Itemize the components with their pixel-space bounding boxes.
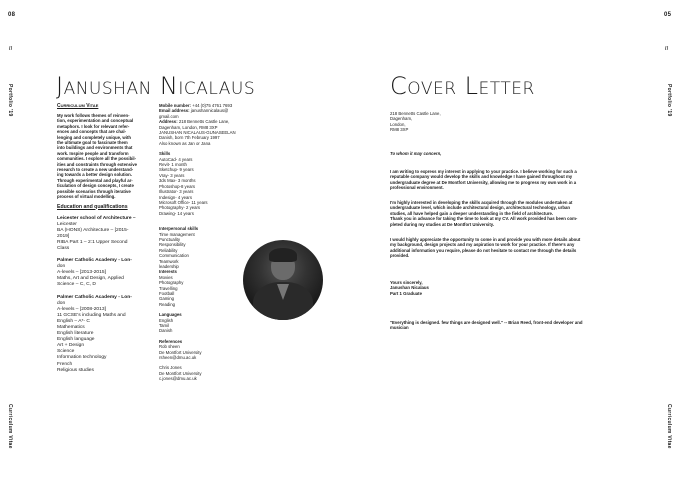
letter-greeting: To whom it may concern, xyxy=(390,151,442,156)
references-list: References Rob sheen De Montfort University rsheen@dmu.ac.uk Chris Jones De Montfort University c.jones@dmu.ac.uk xyxy=(159,338,202,382)
education-entry: Leicester school of Architecture – Leicester BA (HONS) Architecture – [2015- 2019] RIBA Part 1 – 2:1 Upper Second Class xyxy=(57,215,136,251)
cv-right-column xyxy=(159,103,249,382)
profile-photo xyxy=(243,240,323,320)
letter-paragraph-1: I am writing to express my interest in applying to your practice. I believe working for such a reputable company would develop the skills and knowledge I have gained throughout my undergraduate degree at De Montfort University, allowing me to progress my own work in a professional environment. xyxy=(390,169,577,191)
page-number-right: 05 xyxy=(664,12,672,18)
letter-address: 218 Bennetts Castle Lane, Dagenham, London, RM8 3XP xyxy=(390,111,441,133)
education-entry: Palmer Catholic Academy - Lon- don A-levels – [2008-2013] 11 GCSE's including Maths and English – A*- C Mathematics English literature English language Art + Design Science Information technology French Religious studies xyxy=(57,294,132,373)
cv-left-column xyxy=(57,103,153,374)
side-label-bottom-left: Curriculum Vitae xyxy=(7,404,13,449)
side-label-bottom-right: Curriculum Vitae xyxy=(666,404,672,449)
slash-mark-left: // xyxy=(9,46,13,52)
cover-letter-title: Cover Letter xyxy=(390,72,535,100)
letter-paragraph-3: I would highly appreciate the opportunity to come in and provide you with more details about my background, design projects and my aspiration to work for your practice. If there's any additional information you require, please do not hesitate to contact me through the details provided. xyxy=(390,237,581,259)
letter-quote: "Everything is designed. few things are designed well." -- Brian Reed, front-end developer and musician xyxy=(390,320,583,331)
letter-paragraph-2: I'm highly interested in developing the skills acquired through the modules undertaken at undergraduate level, which include architectural design, architectural technology, urban studies, all have helped gain a deeper understanding in the field of architecture. Thank you in advance for taking the time to look at my CV. All work provided has been com- pleted during my studies at De Montfort University. xyxy=(390,200,578,227)
page-number-left: 08 xyxy=(8,12,16,18)
contact-details: Mobile number: +44 (0)75 4761 7693 Email address: janushannicalaus@ gmail.com Address: 218 Bennetts Castle Lane, Dagenham, London, RM8 3XP JANUSHAN NICALAUS-GUNASEELAN Danish, born 7th February 1997 Also known as Jan or Jana xyxy=(159,103,236,146)
education-entry: Palmer Catholic Academy - Lon- don A-levels – [2013-2015] Maths, Art and Design, Applied Science – C, C, D xyxy=(57,258,132,288)
letter-signoff: Yours sincerely, Janushan Nicalaus Part 1 Graduate xyxy=(390,280,429,296)
side-label-top-left: Portfolio '19 xyxy=(7,84,13,117)
skills-list: Skills AutoCad- 4 years Revit- 1 month Sketchup- 9 years Vray- 3 years 3ds Max- 3 months Photoshop-8 years Illustrator- 3 years Indesign- 4 years Microsoft Office- 11 years Photography- 2 years Drawing- 14 years xyxy=(159,151,208,216)
education-title: Education and qualifications xyxy=(57,203,128,210)
side-label-top-right: Portfolio '19 xyxy=(666,84,672,117)
cv-name: Janushan Nicalaus xyxy=(56,72,256,100)
interpersonal-list: Interpersonal skills Time management Punctuality Responsibility Reliability Communication Teamwork leadership Interests Movies Photography Travelling Football Gaming Reading xyxy=(159,226,199,307)
cv-intro: My work follows themes of reinven- tion, experimentation and conceptual metaphors. I look for relevant refer- ences and concepts that are chal- lenging and completely unique, with the ultimate goal to fascinate them into buildings and environments that work. Inspire people and transform communities. I explore all the possibil- ities and constraints through extensive research to create a new understand- ing towards a better design solution. Through experimental and playful ar- ticulation of design concepts, I create possible scenarios through iterative process of virtual modelling. xyxy=(57,113,137,200)
slash-mark-right: // xyxy=(665,46,669,52)
cv-section-title: Curriculum Vitae xyxy=(57,103,99,109)
languages-list: Languages English Tamil Danish xyxy=(159,312,182,334)
